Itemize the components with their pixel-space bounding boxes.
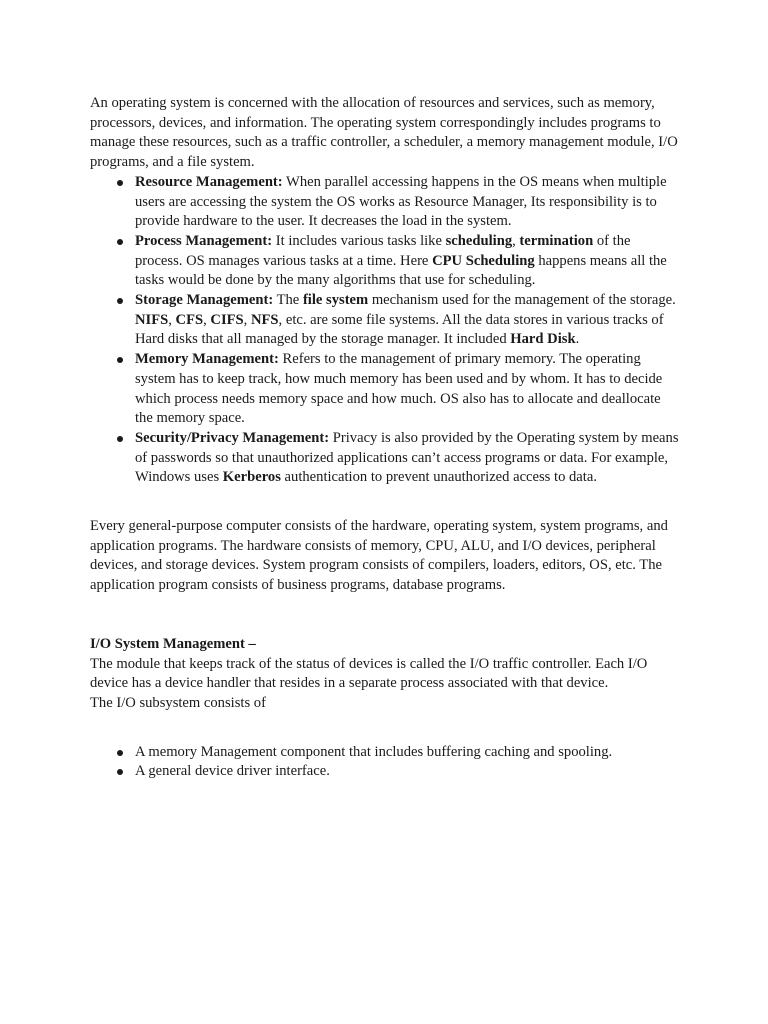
text-segment: mechanism used for the management of the storage. bbox=[368, 292, 676, 309]
bold-text: Storage Management: bbox=[135, 292, 274, 309]
bold-text: NIFS bbox=[135, 311, 169, 328]
bold-text: NFS bbox=[250, 311, 279, 328]
io-heading: I/O System Management – bbox=[90, 635, 256, 652]
text-segment: authentication to prevent unauthorized access to data. bbox=[280, 469, 597, 486]
spacer bbox=[90, 488, 680, 517]
list-item bbox=[90, 232, 680, 291]
text-segment: The bbox=[273, 292, 303, 309]
text-segment: Refers to the management of primary memory. The operating system has to keep track, how much memory has been used and by whom. It has to decide which process needs memory space and how much. OS also has to allocate and deallocate the memory space. bbox=[135, 351, 663, 427]
bold-text: Resource Management: bbox=[135, 173, 283, 190]
bold-text: CIFS bbox=[210, 311, 244, 328]
bold-text: Hard Disk bbox=[510, 331, 576, 348]
text-segment: of the process. OS manages various tasks at a time. Here bbox=[135, 232, 631, 269]
management-list bbox=[90, 173, 680, 488]
text-segment: happens means all the tasks would be done by the many algorithms that use for scheduling. bbox=[135, 252, 667, 289]
text-segment: Privacy is also provided by the Operating system by means of passwords so that unauthorized applications can’t access programs or data. For example, Windows uses bbox=[135, 429, 679, 486]
bold-text: Security/Privacy Management: bbox=[135, 429, 330, 446]
spacer bbox=[90, 714, 680, 743]
bold-text: CFS bbox=[175, 311, 204, 328]
text-segment: , etc. are some file systems. All the data stores in various tracks of Hard disks that all managed by the storage manager. It included bbox=[135, 311, 664, 348]
bold-text: Kerberos bbox=[222, 469, 281, 486]
list-item bbox=[90, 291, 680, 350]
list-item bbox=[90, 350, 680, 429]
text-segment: . bbox=[575, 331, 580, 348]
text-segment: , bbox=[512, 232, 520, 249]
section-heading bbox=[90, 635, 680, 655]
list-item: A general device driver interface. bbox=[90, 762, 680, 782]
bold-text: Memory Management: bbox=[135, 351, 279, 368]
list-item: A memory Management component that includes buffering caching and spooling. bbox=[90, 743, 680, 763]
bold-text: file system bbox=[302, 292, 369, 309]
bold-text: Process Management: bbox=[135, 232, 273, 249]
document-page bbox=[90, 94, 680, 782]
bold-text: termination bbox=[519, 232, 594, 249]
text-segment: , bbox=[203, 311, 211, 328]
io-subsystem-list bbox=[90, 743, 680, 782]
bold-text: scheduling bbox=[445, 232, 513, 249]
text-segment: , bbox=[168, 311, 176, 328]
io-paragraph: The module that keeps track of the status of devices is called the I/O traffic controller. Each I/O device has a device handler that resides in a separate process associated with that device. bbox=[90, 655, 648, 692]
text-segment: It includes various tasks like bbox=[272, 232, 446, 249]
list-item bbox=[90, 429, 680, 488]
bold-text: CPU Scheduling bbox=[432, 252, 535, 269]
text-segment: , bbox=[243, 311, 251, 328]
io-subsystem-intro: The I/O subsystem consists of bbox=[90, 694, 266, 711]
intro-paragraph: An operating system is concerned with the allocation of resources and services, such as memory, processors, devices, and information. The operating system correspondingly includes programs to manage these resources, such as a traffic controller, a scheduler, a memory management module, I/O programs, and a file system. bbox=[90, 95, 678, 171]
general-purpose-paragraph: Every general-purpose computer consists of the hardware, operating system, system programs, and application programs. The hardware consists of memory, CPU, ALU, and I/O devices, peripheral devices, and storage devices. System program consists of compilers, loaders, editors, OS, etc. The application program consists of business programs, database programs. bbox=[90, 518, 668, 594]
spacer bbox=[90, 596, 680, 635]
text-segment: When parallel accessing happens in the OS means when multiple users are accessing the system the OS works as Resource Manager, Its responsibility is to provide hardware to the user. It decreases the load in the system. bbox=[135, 173, 667, 230]
list-item bbox=[90, 173, 680, 232]
